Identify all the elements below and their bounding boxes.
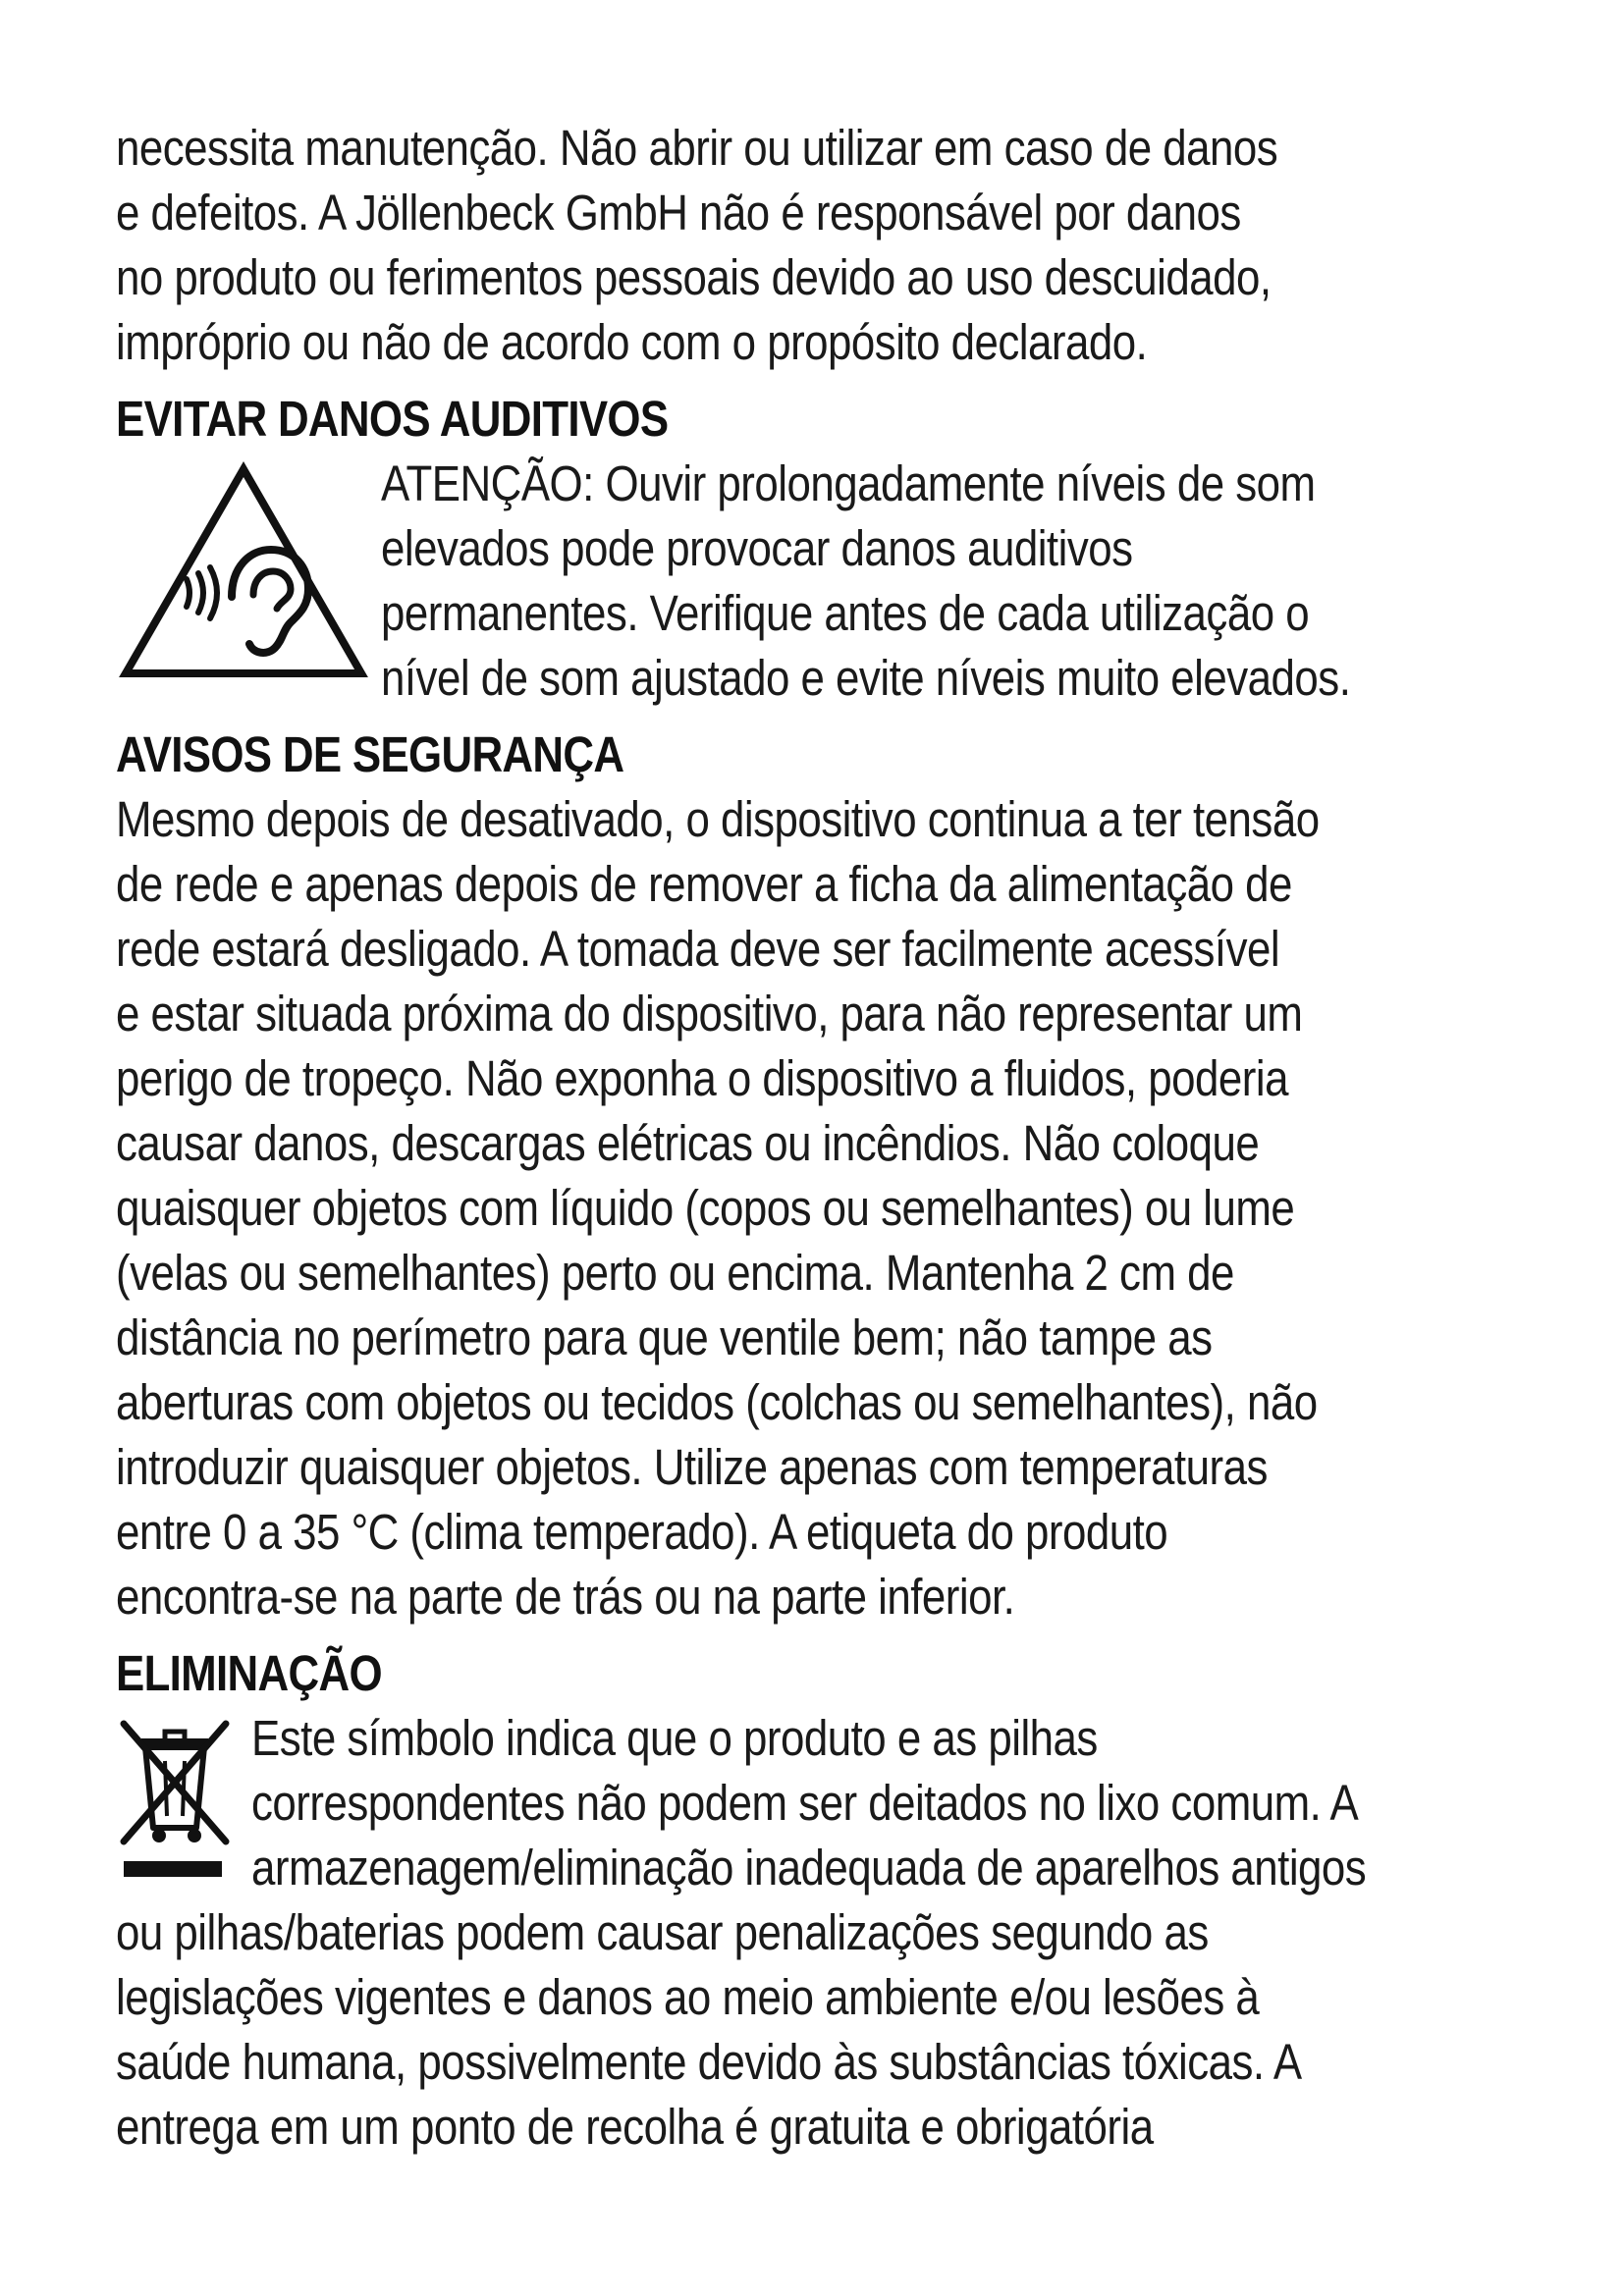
safety-line: aberturas com objetos ou tecidos (colchas ou semelhantes), não xyxy=(116,1374,1318,1430)
safety-line: perigo de tropeço. Não exponha o dispositivo a fluidos, poderia xyxy=(116,1050,1288,1106)
disposal-line: correspondentes não podem ser deitados no lixo comum. A xyxy=(251,1775,1359,1831)
disposal-line: entrega em um ponto de recolha é gratuita e obrigatória xyxy=(116,2099,1154,2155)
intro-line: impróprio ou não de acordo com o propósito declarado. xyxy=(116,314,1148,370)
safety-section xyxy=(116,722,1530,1629)
intro-line: e defeitos. A Jöllenbeck GmbH não é responsável por danos xyxy=(116,185,1241,240)
safety-line: e estar situada próxima do dispositivo, para não representar um xyxy=(116,986,1303,1041)
hearing-line: permanentes. Verifique antes de cada utilização o xyxy=(381,585,1310,641)
safety-line: encontra-se na parte de trás ou na parte inferior. xyxy=(116,1569,1015,1625)
disposal-heading: ELIMINAÇÃO xyxy=(116,1645,382,1701)
crossed-out-wheelie-bin-icon xyxy=(116,1706,234,1894)
safety-line: causar danos, descargas elétricas ou incêndios. Não coloque xyxy=(116,1115,1260,1171)
disposal-line: armazenagem/eliminação inadequada de aparelhos antigos xyxy=(251,1840,1367,1896)
safety-line: (velas ou semelhantes) perto ou encima. Mantenha 2 cm de xyxy=(116,1245,1234,1301)
hearing-section xyxy=(116,387,1530,711)
disposal-section xyxy=(116,1641,1530,2160)
hearing-line: nível de som ajustado e evite níveis muito elevados. xyxy=(381,650,1351,706)
intro-line: necessita manutenção. Não abrir ou utilizar em caso de danos xyxy=(116,120,1278,176)
safety-line: quaisquer objetos com líquido (copos ou semelhantes) ou lume xyxy=(116,1180,1295,1236)
safety-line: entre 0 a 35 °C (clima temperado). A etiqueta do produto xyxy=(116,1504,1168,1560)
disposal-symbol-text xyxy=(251,1706,1547,1900)
safety-line: Mesmo depois de desativado, o dispositivo continua a ter tensão xyxy=(116,791,1320,847)
hearing-warning-text xyxy=(381,452,1530,711)
hearing-damage-warning-icon xyxy=(116,452,371,688)
disposal-line: Este símbolo indica que o produto e as pilhas xyxy=(251,1710,1098,1766)
safety-heading: AVISOS DE SEGURANÇA xyxy=(116,726,624,782)
safety-line: introduzir quaisquer objetos. Utilize apenas com temperaturas xyxy=(116,1439,1268,1495)
disposal-line: legislações vigentes e danos ao meio ambiente e/ou lesões à xyxy=(116,1969,1260,2025)
safety-line: rede estará desligado. A tomada deve ser facilmente acessível xyxy=(116,921,1280,977)
intro-line: no produto ou ferimentos pessoais devido ao uso descuidado, xyxy=(116,249,1272,305)
hearing-line: elevados pode provocar danos auditivos xyxy=(381,520,1133,576)
disposal-line: saúde humana, possivelmente devido às substâncias tóxicas. A xyxy=(116,2034,1302,2090)
safety-line: de rede e apenas depois de remover a ficha da alimentação de xyxy=(116,856,1292,912)
document-page xyxy=(116,116,1530,2160)
safety-line: distância no perímetro para que ventile bem; não tampe as xyxy=(116,1309,1213,1365)
intro-paragraph xyxy=(116,116,1530,375)
hearing-warning-block xyxy=(116,452,1530,711)
hearing-heading: EVITAR DANOS AUDITIVOS xyxy=(116,391,669,447)
hearing-line: ATENÇÃO: Ouvir prolongadamente níveis de som xyxy=(381,455,1316,511)
disposal-symbol-block xyxy=(116,1706,1530,1900)
disposal-line: ou pilhas/baterias podem causar penalizações segundo as xyxy=(116,1904,1209,1960)
